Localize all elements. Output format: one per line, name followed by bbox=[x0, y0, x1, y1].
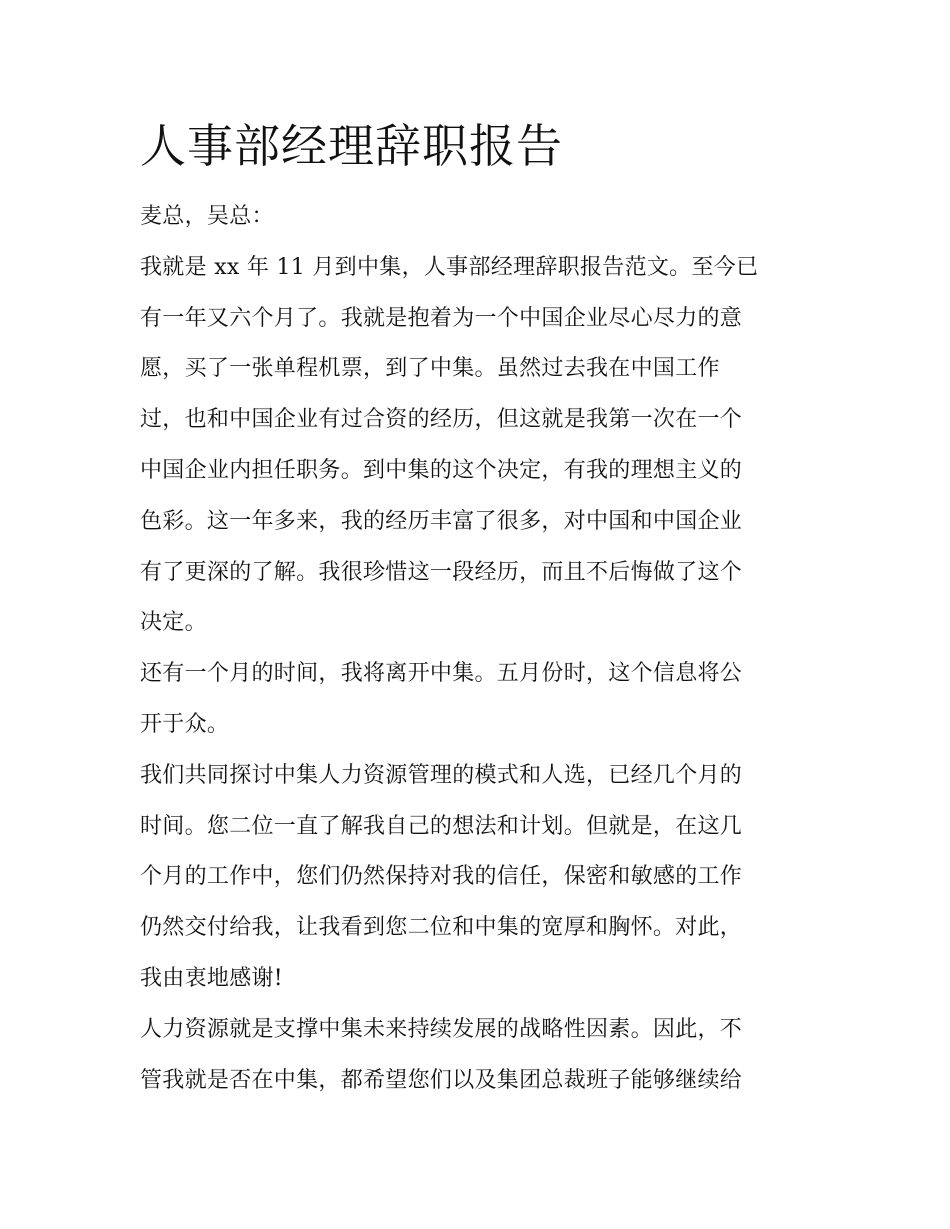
body-line: 还有一个月的时间，我将离开中集。五月份时，这个信息将公 bbox=[140, 661, 743, 687]
document-body bbox=[140, 192, 812, 1106]
body-line: 愿，买了一张单程机票，到了中集。虽然过去我在中国工作 bbox=[140, 356, 720, 382]
body-line: 麦总，吴总： bbox=[140, 204, 274, 229]
body-line: 中国企业内担任职务。到中集的这个决定，有我的理想主义的 bbox=[140, 457, 743, 483]
body-line: 仍然交付给我，让我看到您二位和中集的宽厚和胸怀。对此， bbox=[140, 915, 743, 941]
body-line: 我由衷地感谢! bbox=[140, 965, 283, 991]
body-line: 有一年又六个月了。我就是抱着为一个中国企业尽心尽力的意 bbox=[140, 305, 743, 331]
body-line: 开于众。 bbox=[140, 711, 230, 737]
body-line: 人力资源就是支撑中集未来持续发展的战略性因素。因此，不 bbox=[140, 1016, 743, 1042]
body-line: 个月的工作中，您们仍然保持对我的信任，保密和敏感的工作 bbox=[140, 864, 743, 890]
body-line: 我就是 xx 年 11 月到中集，人事部经理辞职报告范文。至今已 bbox=[140, 254, 759, 280]
body-line: 色彩。这一年多来，我的经历丰富了很多，对中国和中国企业 bbox=[140, 508, 743, 534]
body-line: 我们共同探讨中集人力资源管理的模式和人选，已经几个月的 bbox=[140, 762, 743, 788]
body-line: 时间。您二位一直了解我自己的想法和计划。但就是，在这几 bbox=[140, 813, 743, 839]
body-line: 管我就是否在中集，都希望您们以及集团总裁班子能够继续给 bbox=[140, 1067, 743, 1093]
body-line: 有了更深的了解。我很珍惜这一段经历，而且不后悔做了这个 bbox=[140, 559, 743, 585]
document-title: 人事部经理辞职报告 bbox=[140, 119, 563, 173]
document-page bbox=[140, 112, 812, 1106]
body-line: 过，也和中国企业有过合资的经历，但这就是我第一次在一个 bbox=[140, 407, 743, 433]
body-line: 决定。 bbox=[140, 610, 207, 636]
